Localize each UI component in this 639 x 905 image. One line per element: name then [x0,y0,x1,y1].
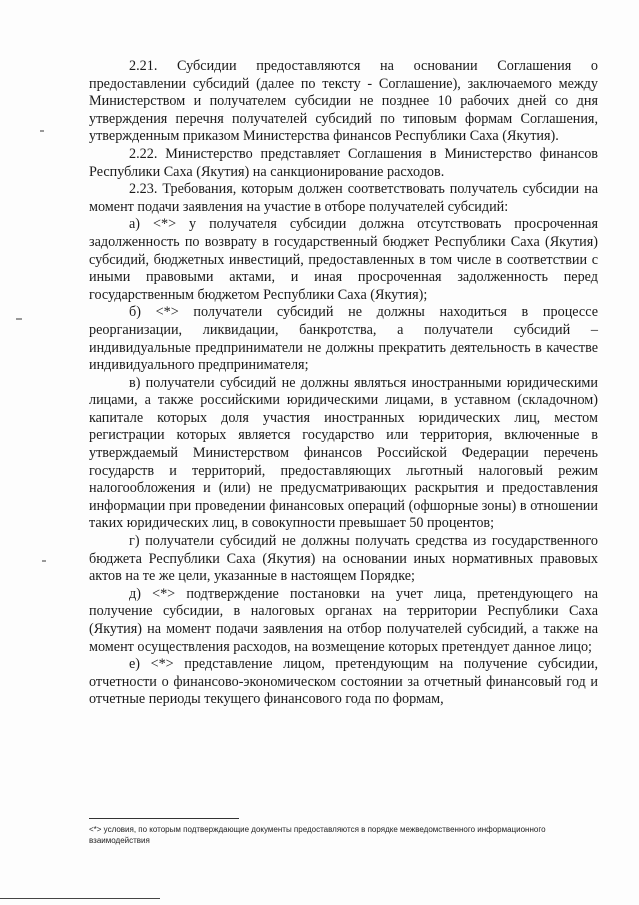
footnote: <*> условия, по которым подтверждающие документы предоставляются в порядке межведомственного информационного взаимодействия [89,825,546,845]
document-body [89,58,598,709]
paragraph-item-g: г) получатели субсидий не должны получать средства из государственного бюджета Республики Саха (Якутия) на основании иных нормативных правовых актов на те же цели, указанные в настоящем Порядке; [89,533,598,585]
paragraph-item-e: е) <*> представление лицом, претендующим на получение субсидии, отчетности о финансово-экономическом состоянии за отчетный финансовый год и отчетные периоды текущего финансового года по формам, [89,656,598,708]
paragraph-item-v: в) получатели субсидий не должны являться иностранными юридическими лицами, а также российскими юридическими лицами, в уставном (складочном) капитале которых доля участия иностранных юридических лиц, местом регистрации которых является государство или территория, включенные в утверждаемый Министерством финансов Российской Федерации перечень государств и территорий, предоставляющих льготный налоговый режим налогообложения и (или) не предусматривающих раскрытия и предоставления информации при проведении финансовых операций (офшорные зоны) в отношении таких юридических лиц, в совокупности превышает 50 процентов; [89,374,598,532]
paragraph-item-d: д) <*> подтверждение постановки на учет лица, претендующего на получение субсидии, в налоговых органах на территории Республики Саха (Якутия) на момент подачи заявления на отбор получателей субсидий, а также на момент осуществления расходов, на возмещение которых претендует данное лицо; [89,585,598,655]
page-bottom-line [0,898,160,899]
margin-mark [40,130,44,132]
paragraph-2-21: 2.21. Субсидии предоставляются на основании Соглашения о предоставлении субсидий (далее по тексту - Соглашение), заключаемого между Министерством и получателем субсидии не позднее 10 рабочих дней со дня утверждения перечня получателей субсидий по типовым формам Соглашения, утвержденным приказом Министерства финансов Республики Саха (Якутия). [89,58,598,145]
paragraph-item-b: б) <*> получатели субсидий не должны находиться в процессе реорганизации, ликвидации, банкротства, а получатели субсидий – индивидуальные предприниматели не должны прекратить деятельность в качестве индивидуального предпринимателя; [89,304,598,374]
paragraph-2-23: 2.23. Требования, которым должен соответствовать получатель субсидии на момент подачи заявления на участие в отборе получателей субсидий: [89,181,598,215]
paragraph-2-22: 2.22. Министерство представляет Соглашения в Министерство финансов Республики Саха (Якутия) на санкционирование расходов. [89,145,598,180]
margin-mark [16,318,22,320]
margin-mark [42,560,46,562]
paragraph-item-a: а) <*> у получателя субсидии должна отсутствовать просроченная задолженность по возврату в государственный бюджет Республики Саха (Якутия) субсидий, бюджетных инвестиций, предоставленных в том числе в соответствии с иными правовыми актами, и иная просроченная задолженность перед государственным бюджетом Республики Саха (Якутия); [89,216,598,303]
footnote-divider [89,818,239,819]
